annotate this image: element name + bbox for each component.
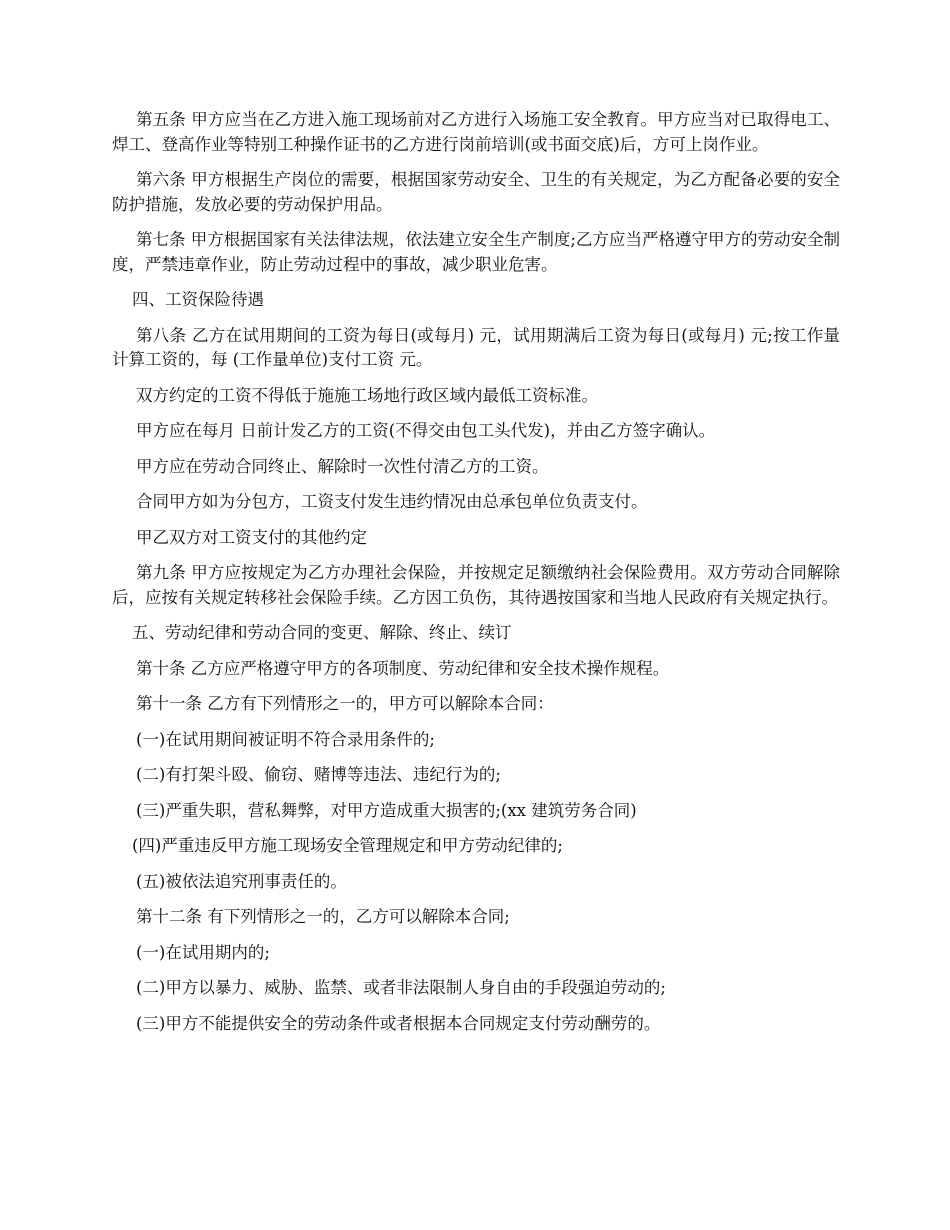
article-10-paragraph: 第十条 乙方应严格遵守甲方的各项制度、劳动纪律和安全技术操作规程。 [136, 658, 670, 678]
other-agreement-paragraph: 甲乙双方对工资支付的其他约定 [136, 527, 367, 547]
list-item: (二)有打架斗殴、偷窃、赌博等违法、违纪行为的; [136, 765, 501, 784]
list-item: (三)严重失职，营私舞弊，对甲方造成重大损害的;(xx 建筑劳务合同) [136, 800, 637, 820]
document-page [112, 108, 840, 1047]
article-7-paragraph: 第七条 甲方根据国家有关法律法规，依法建立安全生产制度;乙方应当严格遵守甲方的劳动安全制度，严禁违章作业，防止劳动过程中的事故，减少职业危害。 [112, 230, 840, 274]
list-item: (三)甲方不能提供安全的劳动条件或者根据本合同规定支付劳动酬劳的。 [136, 1013, 661, 1033]
article-6-paragraph: 第六条 甲方根据生产岗位的需要，根据国家劳动安全、卫生的有关规定，为乙方配备必要的安全防护措施，发放必要的劳动保护用品。 [112, 170, 840, 214]
section-4-heading: 四、工资保险待遇 [132, 290, 264, 309]
article-12-paragraph: 第十二条 有下列情形之一的，乙方可以解除本合同; [136, 907, 510, 926]
subcontractor-paragraph: 合同甲方如为分包方，工资支付发生违约情况由总承包单位负责支付。 [136, 492, 648, 511]
list-item: (一)在试用期内的; [136, 942, 270, 962]
settlement-paragraph: 甲方应在劳动合同终止、解除时一次性付清乙方的工资。 [136, 456, 549, 476]
list-item: (四)严重违反甲方施工现场安全管理规定和甲方劳动纪律的; [132, 836, 563, 855]
list-item: (二)甲方以暴力、威胁、监禁、或者非法限制人身自由的手段强迫劳动的; [136, 978, 666, 997]
minimum-wage-paragraph: 双方约定的工资不得低于施施工场地行政区域内最低工资标准。 [136, 385, 598, 405]
list-item: (五)被依法追究刑事责任的。 [136, 871, 347, 891]
article-9-paragraph: 第九条 甲方应按规定为乙方办理社会保险，并按规定足额缴纳社会保险费用。双方劳动合同解除后，应按有关规定转移社会保险手续。乙方因工负伤，其待遇按国家和当地人民政府有关规定执行。 [112, 563, 840, 607]
article-5-paragraph: 第五条 甲方应当在乙方进入施工现场前对乙方进行入场施工安全教育。甲方应当对已取得电工、焊工、登高作业等特别工种操作证书的乙方进行岗前培训(或书面交底)后，方可上岗作业。 [112, 110, 840, 154]
article-8-paragraph: 第八条 乙方在试用期间的工资为每日(或每月) 元，试用期满后工资为每日(或每月) 元;按工作量计算工资的，每 (工作量单位)支付工资 元。 [112, 325, 840, 369]
monthly-payment-paragraph: 甲方应在每月 日前计发乙方的工资(不得交由包工头代发)，并由乙方签字确认。 [136, 421, 716, 440]
list-item: (一)在试用期间被证明不符合录用条件的; [136, 729, 435, 749]
article-11-paragraph: 第十一条 乙方有下列情形之一的，甲方可以解除本合同： [136, 694, 554, 713]
section-5-heading: 五、劳动纪律和劳动合同的变更、解除、终止、续订 [132, 623, 512, 642]
